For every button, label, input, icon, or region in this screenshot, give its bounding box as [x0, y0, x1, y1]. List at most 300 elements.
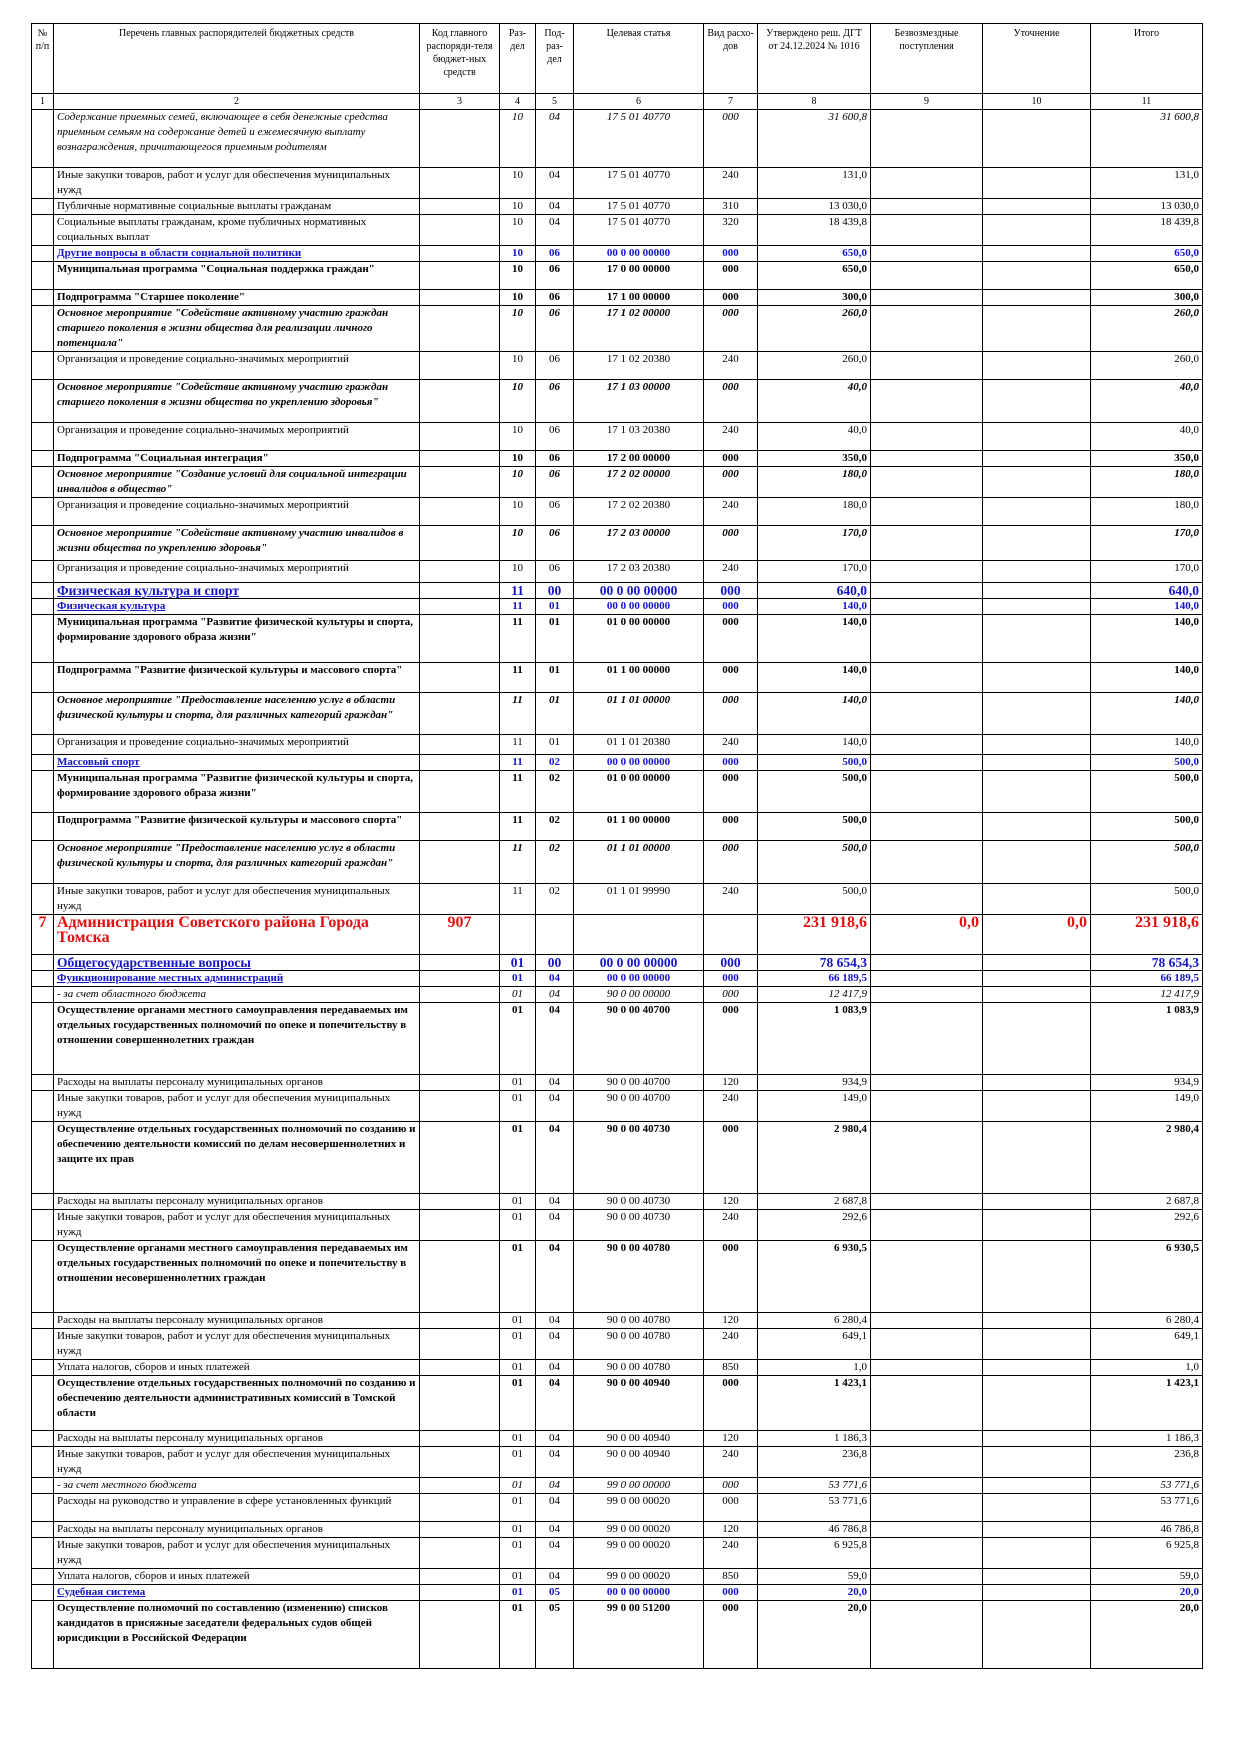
cell-adjust	[983, 1494, 1091, 1522]
cell-podrazdel: 04	[536, 1569, 574, 1585]
cell-adjust	[983, 467, 1091, 498]
cell-razdel: 11	[500, 813, 536, 841]
cell-adjust	[983, 771, 1091, 813]
cell-razdel: 01	[500, 1194, 536, 1210]
cell-podrazdel: 04	[536, 1210, 574, 1241]
cell-name: Муниципальная программа "Развитие физической культуры и спорта, формирование здорового образа жизни"	[54, 771, 420, 813]
cell-razdel	[500, 915, 536, 955]
cell-grants	[871, 615, 983, 663]
table-row	[32, 1210, 1203, 1241]
cell-code	[420, 1585, 500, 1601]
cell-name: Основное мероприятие "Содействие активному участию граждан старшего поколения в жизни общества по укреплению здоровья"	[54, 380, 420, 423]
cell-razdel: 10	[500, 168, 536, 199]
cell-podrazdel: 02	[536, 771, 574, 813]
cell-vid: 320	[704, 215, 758, 246]
cell-name: Организация и проведение социально-значимых мероприятий	[54, 352, 420, 380]
cell-code	[420, 498, 500, 526]
cell-code	[420, 561, 500, 583]
cell-grants	[871, 1376, 983, 1431]
cell-adjust	[983, 755, 1091, 771]
cell-adjust	[983, 262, 1091, 290]
cell-target: 90 0 00 40780	[574, 1313, 704, 1329]
cell-grants	[871, 1431, 983, 1447]
cell-code	[420, 199, 500, 215]
cell-adjust	[983, 841, 1091, 884]
cell-podrazdel: 04	[536, 1003, 574, 1075]
table-row	[32, 1585, 1203, 1601]
cell-grants	[871, 955, 983, 971]
cell-razdel: 10	[500, 526, 536, 561]
col-number: 5	[536, 94, 574, 110]
cell-number	[32, 1494, 54, 1522]
cell-total: 1 186,3	[1091, 1431, 1203, 1447]
cell-code	[420, 1360, 500, 1376]
cell-podrazdel: 04	[536, 1075, 574, 1091]
cell-number	[32, 1376, 54, 1431]
cell-vid: 000	[704, 467, 758, 498]
cell-razdel: 01	[500, 1431, 536, 1447]
cell-number	[32, 813, 54, 841]
cell-total: 13 030,0	[1091, 199, 1203, 215]
cell-total: 20,0	[1091, 1601, 1203, 1669]
cell-code	[420, 467, 500, 498]
cell-approved: 292,6	[758, 1210, 871, 1241]
cell-grants	[871, 1538, 983, 1569]
cell-approved: 66 189,5	[758, 971, 871, 987]
table-row	[32, 955, 1203, 971]
cell-code	[420, 1538, 500, 1569]
cell-adjust	[983, 1210, 1091, 1241]
table-row	[32, 1447, 1203, 1478]
cell-name: Иные закупки товаров, работ и услуг для обеспечения муниципальных нужд	[54, 1329, 420, 1360]
cell-total: 180,0	[1091, 498, 1203, 526]
cell-razdel: 10	[500, 262, 536, 290]
cell-vid: 000	[704, 1122, 758, 1194]
cell-target: 90 0 00 00000	[574, 987, 704, 1003]
cell-approved: 650,0	[758, 262, 871, 290]
table-row	[32, 583, 1203, 599]
cell-code	[420, 1447, 500, 1478]
cell-total: 46 786,8	[1091, 1522, 1203, 1538]
cell-name: Массовый спорт	[54, 755, 420, 771]
cell-adjust	[983, 1569, 1091, 1585]
cell-name: Уплата налогов, сборов и иных платежей	[54, 1569, 420, 1585]
cell-number	[32, 1210, 54, 1241]
cell-vid: 240	[704, 423, 758, 451]
cell-podrazdel: 04	[536, 199, 574, 215]
cell-vid: 000	[704, 246, 758, 262]
cell-grants	[871, 498, 983, 526]
cell-adjust: 0,0	[983, 915, 1091, 955]
col-header-podrazdel: Под-раз-дел	[536, 24, 574, 94]
table-row	[32, 987, 1203, 1003]
cell-code	[420, 1329, 500, 1360]
cell-grants	[871, 735, 983, 755]
cell-podrazdel: 04	[536, 1091, 574, 1122]
cell-podrazdel: 06	[536, 526, 574, 561]
col-header-target: Целевая статья	[574, 24, 704, 94]
cell-total: 180,0	[1091, 467, 1203, 498]
cell-code	[420, 1494, 500, 1522]
cell-vid: 240	[704, 1329, 758, 1360]
cell-total: 2 687,8	[1091, 1194, 1203, 1210]
cell-vid: 000	[704, 306, 758, 352]
cell-number	[32, 884, 54, 915]
cell-vid: 000	[704, 110, 758, 168]
cell-number	[32, 1003, 54, 1075]
cell-code	[420, 1431, 500, 1447]
cell-target: 17 5 01 40770	[574, 199, 704, 215]
cell-grants	[871, 755, 983, 771]
cell-name: Иные закупки товаров, работ и услуг для обеспечения муниципальных нужд	[54, 1091, 420, 1122]
cell-razdel: 01	[500, 1122, 536, 1194]
cell-target: 00 0 00 00000	[574, 755, 704, 771]
cell-adjust	[983, 1091, 1091, 1122]
cell-target: 99 0 00 00000	[574, 1478, 704, 1494]
cell-vid: 000	[704, 1376, 758, 1431]
cell-total: 650,0	[1091, 262, 1203, 290]
cell-approved: 18 439,8	[758, 215, 871, 246]
cell-adjust	[983, 380, 1091, 423]
cell-razdel: 11	[500, 693, 536, 735]
cell-adjust	[983, 663, 1091, 693]
cell-code	[420, 599, 500, 615]
cell-total: 300,0	[1091, 290, 1203, 306]
table-row	[32, 1376, 1203, 1431]
table-row	[32, 262, 1203, 290]
cell-grants	[871, 1210, 983, 1241]
cell-code	[420, 693, 500, 735]
cell-approved: 20,0	[758, 1585, 871, 1601]
cell-number	[32, 1447, 54, 1478]
cell-number	[32, 1122, 54, 1194]
cell-target: 01 1 01 99990	[574, 884, 704, 915]
cell-target: 01 1 00 00000	[574, 663, 704, 693]
cell-razdel: 01	[500, 1241, 536, 1313]
cell-target: 17 0 00 00000	[574, 262, 704, 290]
cell-razdel: 01	[500, 1075, 536, 1091]
cell-target: 01 0 00 00000	[574, 615, 704, 663]
cell-name: Иные закупки товаров, работ и услуг для обеспечения муниципальных нужд	[54, 168, 420, 199]
cell-number	[32, 1431, 54, 1447]
cell-approved: 40,0	[758, 423, 871, 451]
cell-grants	[871, 561, 983, 583]
cell-code	[420, 1075, 500, 1091]
cell-approved: 131,0	[758, 168, 871, 199]
cell-razdel: 10	[500, 352, 536, 380]
cell-code	[420, 1122, 500, 1194]
cell-razdel: 01	[500, 1091, 536, 1122]
cell-total: 640,0	[1091, 583, 1203, 599]
table-row	[32, 246, 1203, 262]
cell-total: 59,0	[1091, 1569, 1203, 1585]
cell-grants	[871, 1313, 983, 1329]
cell-grants	[871, 168, 983, 199]
cell-adjust	[983, 615, 1091, 663]
col-header-no: № п/п	[32, 24, 54, 94]
cell-vid: 240	[704, 735, 758, 755]
cell-name: Уплата налогов, сборов и иных платежей	[54, 1360, 420, 1376]
cell-name: Осуществление отдельных государственных полномочий по созданию и обеспечению деятельности административных комиссий в Томской области	[54, 1376, 420, 1431]
cell-razdel: 01	[500, 971, 536, 987]
cell-approved: 180,0	[758, 498, 871, 526]
cell-number	[32, 1241, 54, 1313]
cell-grants	[871, 1122, 983, 1194]
cell-code	[420, 1478, 500, 1494]
cell-code	[420, 1003, 500, 1075]
cell-razdel: 01	[500, 1494, 536, 1522]
table-row	[32, 380, 1203, 423]
cell-razdel: 01	[500, 987, 536, 1003]
cell-number	[32, 771, 54, 813]
cell-number	[32, 583, 54, 599]
cell-code	[420, 813, 500, 841]
cell-number	[32, 1091, 54, 1122]
cell-approved: 1,0	[758, 1360, 871, 1376]
cell-number	[32, 215, 54, 246]
cell-adjust	[983, 583, 1091, 599]
cell-target: 01 1 00 00000	[574, 813, 704, 841]
cell-approved: 140,0	[758, 693, 871, 735]
cell-podrazdel: 01	[536, 615, 574, 663]
cell-target: 17 5 01 40770	[574, 110, 704, 168]
cell-razdel: 01	[500, 1522, 536, 1538]
cell-grants	[871, 1522, 983, 1538]
col-header-total: Итого	[1091, 24, 1203, 94]
cell-code	[420, 352, 500, 380]
cell-code	[420, 526, 500, 561]
cell-target: 17 1 00 00000	[574, 290, 704, 306]
cell-podrazdel: 04	[536, 1447, 574, 1478]
cell-adjust	[983, 561, 1091, 583]
cell-target: 00 0 00 00000	[574, 1585, 704, 1601]
col-header-code: Код главного распоряди-теля бюджет-ных средств	[420, 24, 500, 94]
cell-vid: 120	[704, 1313, 758, 1329]
cell-podrazdel: 04	[536, 987, 574, 1003]
cell-name: Организация и проведение социально-значимых мероприятий	[54, 498, 420, 526]
table-row	[32, 841, 1203, 884]
cell-vid: 120	[704, 1431, 758, 1447]
cell-vid: 000	[704, 693, 758, 735]
cell-number	[32, 755, 54, 771]
cell-code: 907	[420, 915, 500, 955]
cell-vid: 000	[704, 987, 758, 1003]
cell-razdel: 01	[500, 1210, 536, 1241]
cell-podrazdel: 06	[536, 423, 574, 451]
table-row	[32, 1431, 1203, 1447]
cell-name: Подпрограмма "Социальная интеграция"	[54, 451, 420, 467]
cell-adjust	[983, 1522, 1091, 1538]
cell-grants	[871, 1241, 983, 1313]
cell-code	[420, 262, 500, 290]
cell-razdel: 01	[500, 1376, 536, 1431]
cell-vid: 120	[704, 1194, 758, 1210]
cell-total: 500,0	[1091, 755, 1203, 771]
cell-grants	[871, 290, 983, 306]
cell-approved: 1 083,9	[758, 1003, 871, 1075]
cell-razdel: 10	[500, 110, 536, 168]
cell-razdel: 11	[500, 841, 536, 884]
cell-total: 20,0	[1091, 1585, 1203, 1601]
cell-approved: 1 423,1	[758, 1376, 871, 1431]
cell-target: 90 0 00 40700	[574, 1075, 704, 1091]
cell-target: 00 0 00 00000	[574, 955, 704, 971]
table-row	[32, 813, 1203, 841]
cell-name: Физическая культура	[54, 599, 420, 615]
cell-total: 350,0	[1091, 451, 1203, 467]
cell-name: Основное мероприятие "Предоставление населению услуг в области физической культуры и спорта, для различных категорий граждан"	[54, 841, 420, 884]
cell-approved: 53 771,6	[758, 1478, 871, 1494]
cell-adjust	[983, 599, 1091, 615]
cell-approved: 180,0	[758, 467, 871, 498]
cell-approved: 170,0	[758, 526, 871, 561]
cell-podrazdel: 00	[536, 955, 574, 971]
cell-approved: 260,0	[758, 352, 871, 380]
table-row	[32, 1313, 1203, 1329]
cell-number	[32, 1538, 54, 1569]
cell-name: Расходы на выплаты персоналу муниципальных органов	[54, 1431, 420, 1447]
cell-podrazdel: 06	[536, 561, 574, 583]
cell-adjust	[983, 352, 1091, 380]
cell-approved: 46 786,8	[758, 1522, 871, 1538]
cell-total: 292,6	[1091, 1210, 1203, 1241]
cell-number	[32, 352, 54, 380]
cell-adjust	[983, 1538, 1091, 1569]
cell-approved: 231 918,6	[758, 915, 871, 955]
cell-number	[32, 1075, 54, 1091]
cell-vid: 000	[704, 771, 758, 813]
table-row	[32, 735, 1203, 755]
cell-target: 17 1 02 20380	[574, 352, 704, 380]
cell-name: Публичные нормативные социальные выплаты гражданам	[54, 199, 420, 215]
cell-name: Расходы на выплаты персоналу муниципальных органов	[54, 1194, 420, 1210]
cell-grants	[871, 971, 983, 987]
cell-grants	[871, 215, 983, 246]
cell-name: Иные закупки товаров, работ и услуг для обеспечения муниципальных нужд	[54, 884, 420, 915]
cell-grants	[871, 380, 983, 423]
cell-approved: 13 030,0	[758, 199, 871, 215]
table-row	[32, 1478, 1203, 1494]
cell-adjust	[983, 1376, 1091, 1431]
cell-podrazdel: 04	[536, 1376, 574, 1431]
cell-grants	[871, 1447, 983, 1478]
cell-podrazdel: 04	[536, 1122, 574, 1194]
table-row	[32, 498, 1203, 526]
cell-name: Основное мероприятие "Создание условий для социальной интеграции инвалидов в общество"	[54, 467, 420, 498]
cell-code	[420, 423, 500, 451]
table-row	[32, 1522, 1203, 1538]
cell-grants: 0,0	[871, 915, 983, 955]
cell-approved: 1 186,3	[758, 1431, 871, 1447]
cell-code	[420, 215, 500, 246]
cell-grants	[871, 526, 983, 561]
cell-approved: 236,8	[758, 1447, 871, 1478]
cell-vid	[704, 915, 758, 955]
cell-code	[420, 771, 500, 813]
cell-grants	[871, 987, 983, 1003]
cell-vid: 000	[704, 583, 758, 599]
cell-adjust	[983, 498, 1091, 526]
cell-podrazdel: 06	[536, 246, 574, 262]
table-row	[32, 110, 1203, 168]
cell-grants	[871, 1585, 983, 1601]
cell-vid: 000	[704, 971, 758, 987]
cell-grants	[871, 1601, 983, 1669]
cell-name: Расходы на руководство и управление в сфере установленных функций	[54, 1494, 420, 1522]
cell-target	[574, 915, 704, 955]
cell-number	[32, 1601, 54, 1669]
cell-grants	[871, 262, 983, 290]
cell-total: 1 083,9	[1091, 1003, 1203, 1075]
cell-approved: 2 687,8	[758, 1194, 871, 1210]
cell-number	[32, 467, 54, 498]
cell-target: 90 0 00 40730	[574, 1210, 704, 1241]
cell-total: 500,0	[1091, 813, 1203, 841]
table-row	[32, 615, 1203, 663]
cell-target: 17 2 03 20380	[574, 561, 704, 583]
table-row	[32, 884, 1203, 915]
cell-total: 140,0	[1091, 663, 1203, 693]
cell-podrazdel: 02	[536, 841, 574, 884]
cell-target: 01 1 01 00000	[574, 693, 704, 735]
cell-number	[32, 1478, 54, 1494]
cell-number	[32, 526, 54, 561]
col-number: 6	[574, 94, 704, 110]
cell-target: 00 0 00 00000	[574, 599, 704, 615]
cell-target: 90 0 00 40780	[574, 1360, 704, 1376]
cell-podrazdel: 06	[536, 380, 574, 423]
cell-vid: 000	[704, 841, 758, 884]
cell-podrazdel: 02	[536, 884, 574, 915]
cell-adjust	[983, 693, 1091, 735]
cell-approved: 2 980,4	[758, 1122, 871, 1194]
cell-approved: 31 600,8	[758, 110, 871, 168]
cell-vid: 240	[704, 1210, 758, 1241]
table-row	[32, 663, 1203, 693]
cell-grants	[871, 1329, 983, 1360]
cell-podrazdel: 04	[536, 215, 574, 246]
cell-vid: 000	[704, 1585, 758, 1601]
cell-name: Общегосударственные вопросы	[54, 955, 420, 971]
table-row	[32, 423, 1203, 451]
cell-number	[32, 1522, 54, 1538]
col-header-adjust: Уточнение	[983, 24, 1091, 94]
table-row	[32, 215, 1203, 246]
cell-code	[420, 971, 500, 987]
cell-podrazdel: 05	[536, 1585, 574, 1601]
cell-name: Подпрограмма "Развитие физической культуры и массового спорта"	[54, 663, 420, 693]
cell-number	[32, 841, 54, 884]
cell-vid: 240	[704, 168, 758, 199]
cell-name: Администрация Советского района Города Томска	[54, 915, 420, 955]
cell-adjust	[983, 987, 1091, 1003]
cell-target: 17 1 03 00000	[574, 380, 704, 423]
column-number-row	[32, 94, 1203, 110]
cell-podrazdel: 06	[536, 451, 574, 467]
cell-podrazdel: 02	[536, 813, 574, 841]
cell-razdel: 10	[500, 306, 536, 352]
cell-vid: 000	[704, 663, 758, 693]
cell-razdel: 10	[500, 423, 536, 451]
cell-code	[420, 735, 500, 755]
cell-razdel: 10	[500, 498, 536, 526]
cell-adjust	[983, 971, 1091, 987]
cell-number	[32, 1329, 54, 1360]
cell-name: Расходы на выплаты персоналу муниципальных органов	[54, 1313, 420, 1329]
cell-approved: 140,0	[758, 663, 871, 693]
cell-number	[32, 955, 54, 971]
cell-total: 500,0	[1091, 884, 1203, 915]
